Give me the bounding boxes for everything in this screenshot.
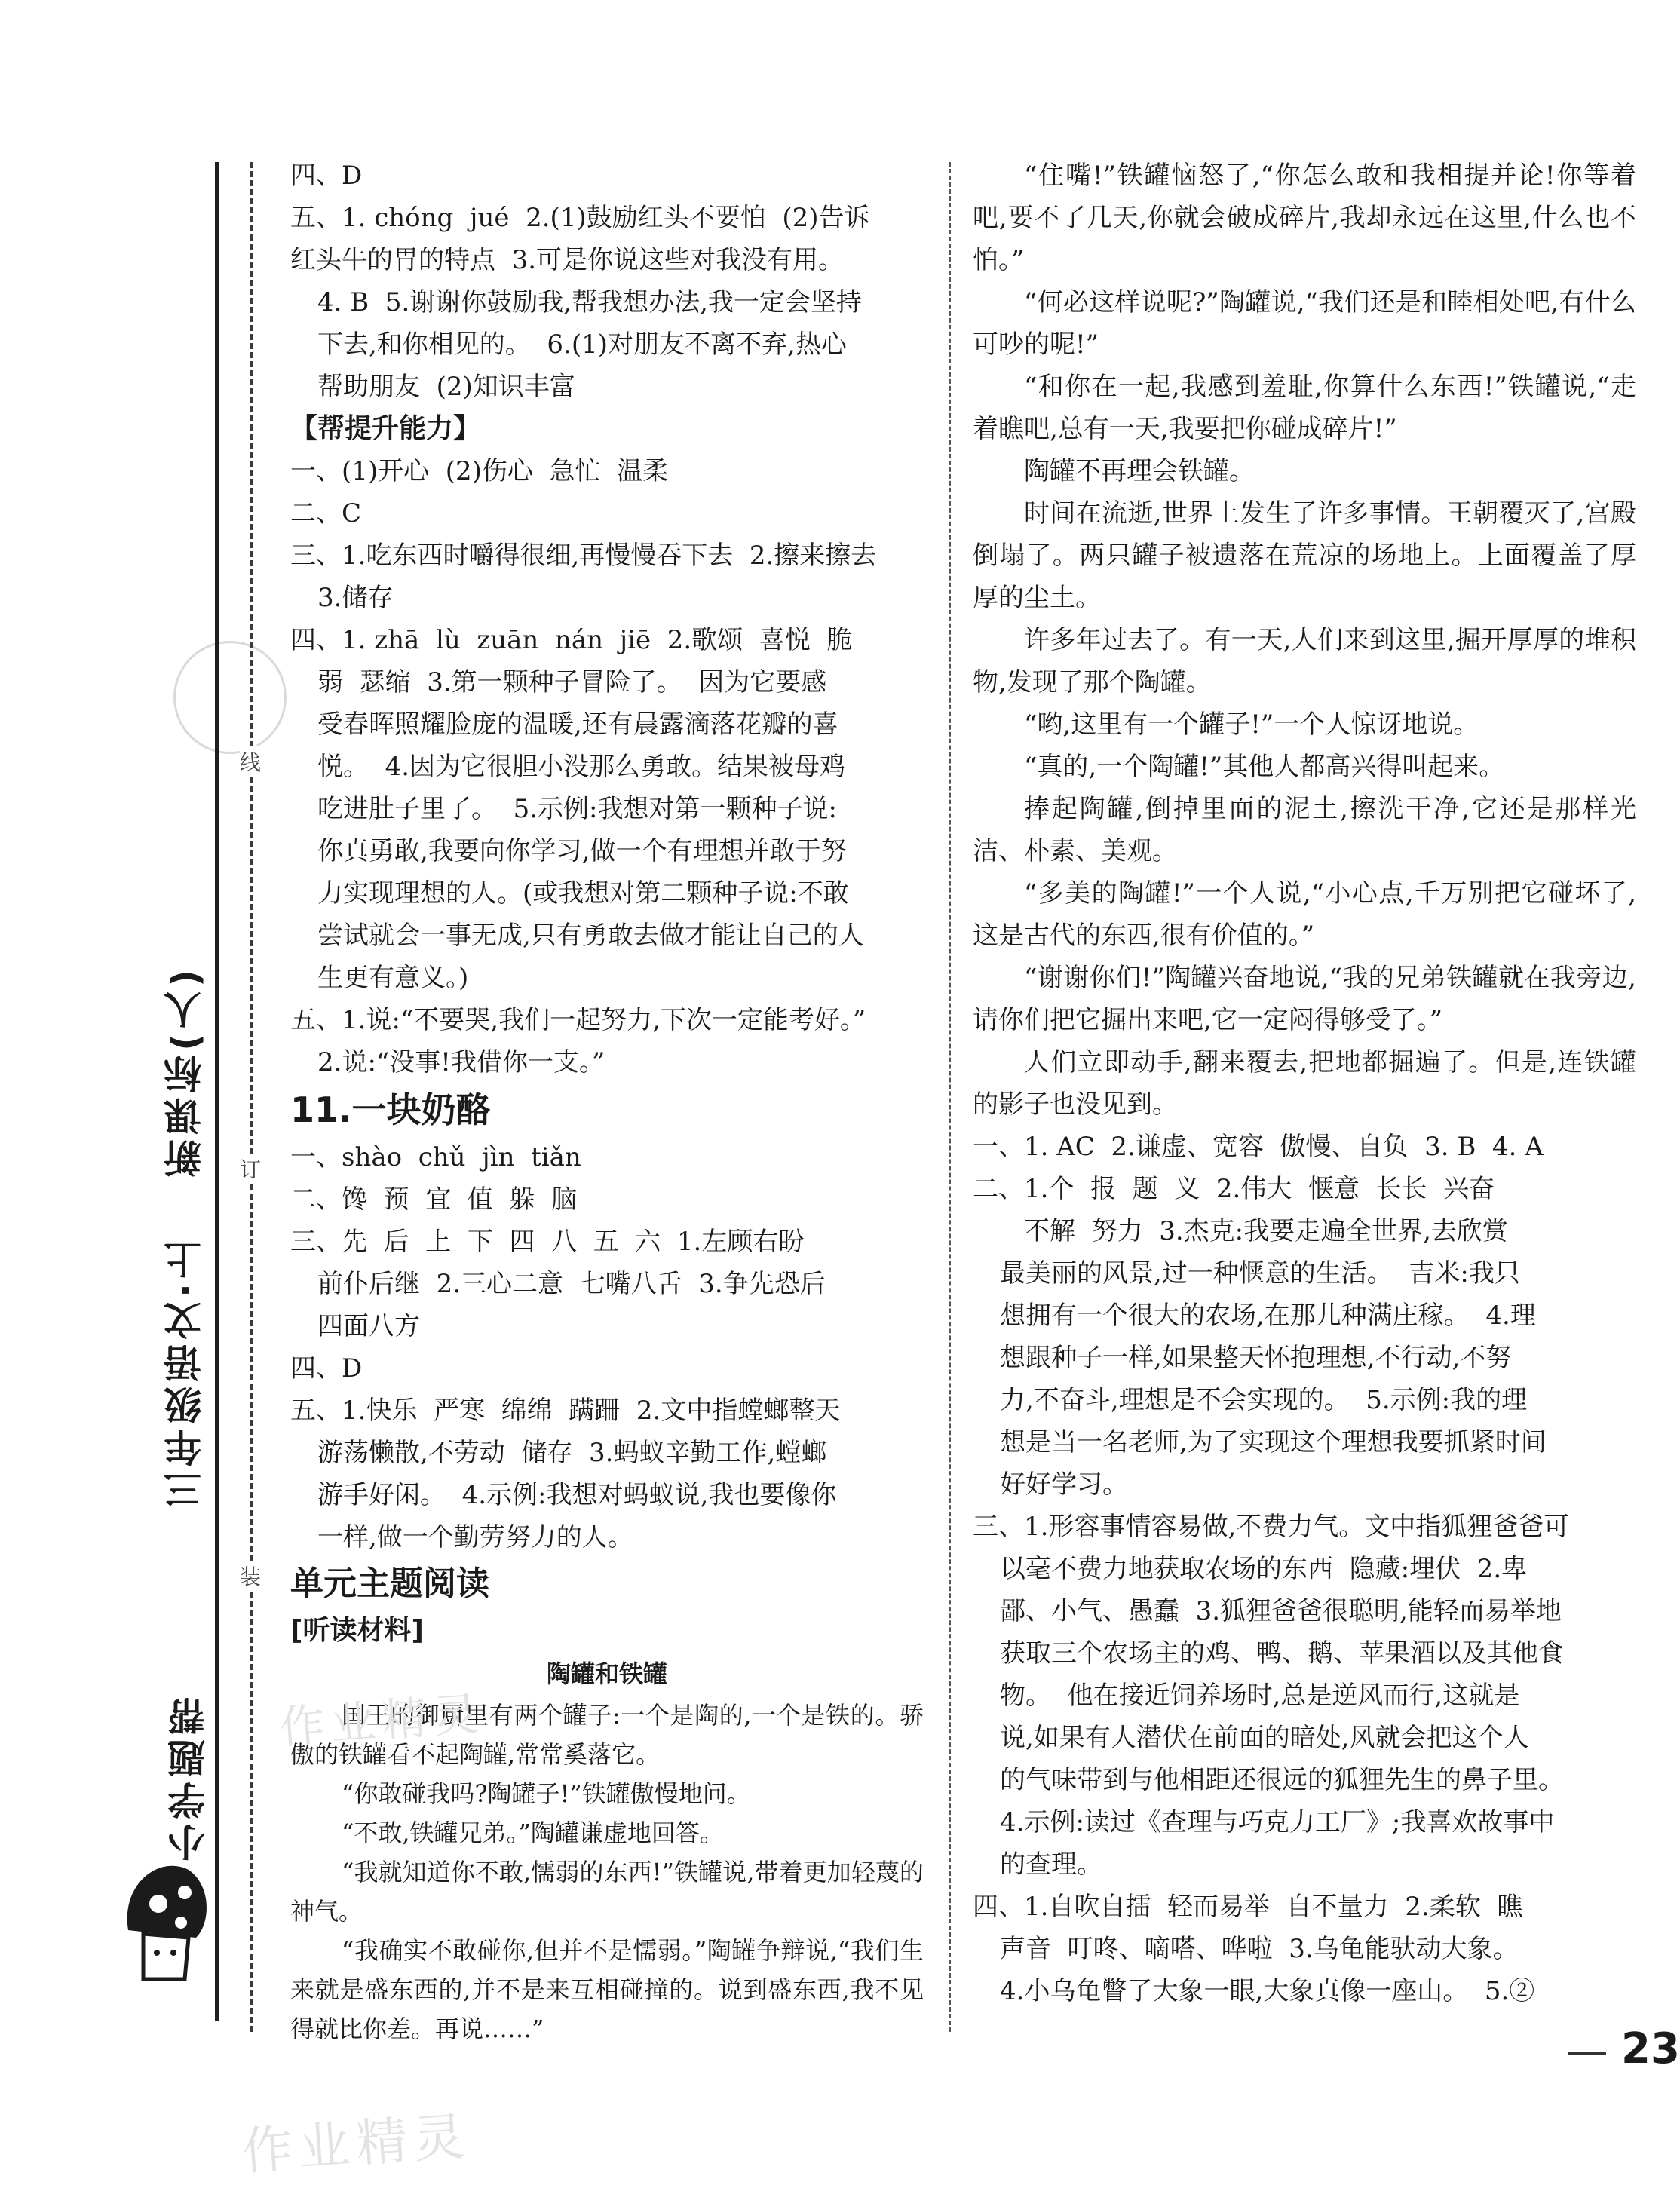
text-line: 说,如果有人潜伏在前面的暗处,风就会把这个人	[1000, 1723, 1529, 1753]
text-line: 四、D	[290, 1353, 363, 1384]
text-line: 你真勇敢,我要向你学习,做一个有理想并敢于努	[317, 836, 847, 866]
text-line: 四、D	[290, 161, 363, 191]
text-line: 最美丽的风景,过一种惬意的生活。 吉米:我只	[1000, 1258, 1520, 1289]
text-line: 2.说:“没事!我借你一支。”	[317, 1047, 605, 1077]
watermark: 作业精灵	[240, 2107, 473, 2183]
text-line: “真的,一个陶罐!”其他人都高兴得叫起来。	[1024, 752, 1505, 782]
text-line: 获取三个农场主的鸡、鸭、鹅、苹果酒以及其他食	[1000, 1638, 1564, 1669]
column-divider	[949, 162, 951, 2032]
text-line: 四、1. zhā lù zuān nán jiē 2.歌颂 喜悦 脆	[290, 625, 853, 655]
text-line: “住嘴!”铁罐恼怒了,“你怎么敢和我相提并论!你等着吧,要不了几天,你就会破成碎片,我却永远在这里,什么也不怕。”	[973, 161, 1636, 275]
text-line: 国王的御厨里有两个罐子:一个是陶的,一个是铁的。骄傲的铁罐看不起陶罐,常常奚落它。	[290, 1701, 924, 1769]
text-line: “多美的陶罐!”一个人说,“小心点,千万别把它碰坏了,这是古代的东西,很有价值的。”	[973, 878, 1636, 951]
text-line: “谢谢你们!”陶罐兴奋地说,“我的兄弟铁罐就在我旁边,请你们把它掘出来吧,它一定闷得够受了。”	[973, 963, 1636, 1035]
text-line: 受春晖照耀脸庞的温暖,还有晨露滴落花瓣的喜	[317, 709, 838, 740]
text-line: 一、shào chǔ jìn tiǎn	[290, 1142, 581, 1172]
text-line: 陶罐不再理会铁罐。	[1024, 456, 1255, 486]
text-line: 力实现理想的人。(或我想对第二颗种子说:不敢	[317, 878, 849, 909]
grade-subject-label: 三年级语文·上	[164, 1236, 207, 1509]
text-line: 单元主题阅读	[290, 1564, 489, 1603]
left-answer-column	[290, 155, 924, 2049]
text-line: 的查理。	[1000, 1849, 1102, 1880]
text-line: 声音 叮咚、嘀嗒、哗啦 3.乌龟能驮动大象。	[1000, 1934, 1519, 1964]
text-line: “不敢,铁罐兄弟。”陶罐谦虚地回答。	[342, 1819, 724, 1847]
brand-label: 小学题帮	[167, 1693, 211, 1862]
text-line: 的气味带到与他相距还很远的狐狸先生的鼻子里。	[1000, 1765, 1564, 1795]
page-number: 23	[1621, 2024, 1680, 2073]
cut-line	[250, 162, 253, 2032]
text-line: 三、先 后 上 下 四 八 五 六 1.左顾右盼	[290, 1227, 805, 1257]
text-line: 时间在流逝,世界上发生了许多事情。王朝覆灭了,宫殿倒塌了。两只罐子被遗落在荒凉的场地上。上面覆盖了厚厚的尘土。	[973, 498, 1636, 613]
text-line: 红头牛的胃的特点 3.可是你说这些对我没有用。	[290, 245, 845, 275]
text-line: 弱 瑟缩 3.第一颗种子冒险了。 因为它要感	[317, 667, 827, 697]
text-line: 一、1. AC 2.谦虚、宽容 傲慢、自负 3. B 4. A	[973, 1132, 1544, 1162]
text-line: 4.示例:读过《查理与巧克力工厂》;我喜欢故事中	[1000, 1807, 1555, 1837]
text-line: “我就知道你不敢,懦弱的东西!”铁罐说,带着更加轻蔑的神气。	[290, 1858, 924, 1926]
text-line: 陶罐和铁罐	[546, 1659, 667, 1688]
text-line: 尝试就会一事无成,只有勇敢去做才能让自己的人	[317, 921, 864, 951]
text-line: 下去,和你相见的。 6.(1)对朋友不离不弃,热心	[317, 329, 847, 360]
text-line: 想拥有一个很大的农场,在那儿种满庄稼。 4.理	[1000, 1301, 1536, 1331]
text-line: 五、1. chóng jué 2.(1)鼓励红头不要怕 (2)告诉	[290, 203, 870, 233]
cut-mark-xian: 线	[240, 746, 261, 777]
spine-rule	[215, 162, 219, 2021]
text-line: 吃进肚子里了。 5.示例:我想对第一颗种子说:	[317, 794, 837, 824]
cut-mark-ding: 订	[240, 1154, 261, 1184]
text-line: “哟,这里有一个罐子!”一个人惊讶地说。	[1024, 709, 1479, 740]
text-line: 悦。 4.因为它很胆小没那么勇敢。结果被母鸡	[317, 752, 846, 782]
text-line: 一样,做一个勤劳努力的人。	[317, 1522, 633, 1552]
text-line: 一、(1)开心 (2)伤心 急忙 温柔	[290, 456, 669, 486]
text-line: 生更有意义。)	[317, 963, 469, 993]
page-number-rule	[1568, 2052, 1606, 2055]
text-line: 11.一块奶酪	[290, 1089, 491, 1130]
text-line: 五、1.说:“不要哭,我们一起努力,下次一定能考好。”	[290, 1005, 866, 1035]
text-line: 四面八方	[317, 1311, 420, 1341]
text-line: 游荡懒散,不劳动 储存 3.蚂蚁辛勤工作,螳螂	[317, 1438, 827, 1468]
text-line: 4.小乌龟瞥了大象一眼,大象真像一座山。 5.②	[1000, 1976, 1535, 2006]
text-line: 游手好闲。 4.示例:我想对蚂蚁说,我也要像你	[317, 1480, 837, 1510]
watermark-inline: 作业精灵	[277, 1687, 486, 1755]
text-line: 三、1.形容事情容易做,不费力气。文中指狐狸爸爸可	[973, 1512, 1570, 1542]
text-line: 帮助朋友 (2)知识丰富	[317, 372, 575, 402]
mushroom-mascot-icon	[113, 1840, 219, 1990]
text-line: 三、1.吃东西时嚼得很细,再慢慢吞下去 2.擦来擦去	[290, 541, 877, 571]
text-line: “何必这样说呢?”陶罐说,“我们还是和睦相处吧,有什么可吵的呢!”	[973, 287, 1636, 360]
text-line: 3.储存	[317, 583, 394, 613]
text-line: 鄙、小气、愚蠢 3.狐狸爸爸很聪明,能轻而易举地	[1000, 1596, 1562, 1626]
text-line: 以毫不费力地获取农场的东西 隐藏:埋伏 2.卑	[1000, 1554, 1528, 1584]
text-line: 【帮提升能力】	[290, 413, 481, 444]
text-line: 二、1.个 报 题 义 2.伟大 惬意 长长 兴奋	[973, 1174, 1495, 1204]
text-line: “我确实不敢碰你,但并不是懦弱。”陶罐争辩说,“我们生来就是盛东西的,并不是来互相碰撞的。说到盛东西,我不见得就比你差。再说……”	[290, 1936, 924, 2043]
faded-stamp	[173, 641, 287, 754]
text-line: 物。 他在接近饲养场时,总是逆风而行,这就是	[1000, 1681, 1520, 1711]
text-line: 二、C	[290, 498, 362, 529]
text-line: “和你在一起,我感到羞耻,你算什么东西!”铁罐说,“走着瞧吧,总有一天,我要把你碰成碎片!”	[973, 372, 1636, 444]
text-line: 好好学习。	[1000, 1469, 1128, 1500]
right-answer-column	[973, 155, 1636, 2012]
text-line: 想是当一名老师,为了实现这个理想我要抓紧时间	[1000, 1427, 1547, 1457]
text-line: 四、1.自吹自擂 轻而易举 自不量力 2.柔软 瞧	[973, 1892, 1523, 1922]
text-line: [听读材料]	[290, 1615, 424, 1646]
text-line: 想跟种子一样,如果整天怀抱理想,不行动,不努	[1000, 1343, 1512, 1373]
curriculum-label: 新课标(人)	[164, 965, 207, 1178]
text-line: 五、1.快乐 严寒 绵绵 蹒跚 2.文中指螳螂整天	[290, 1396, 841, 1426]
text-line: 人们立即动手,翻来覆去,把地都掘遍了。但是,连铁罐的影子也没见到。	[973, 1047, 1636, 1120]
text-line: 许多年过去了。有一天,人们来到这里,掘开厚厚的堆积物,发现了那个陶罐。	[973, 625, 1636, 697]
text-line: 捧起陶罐,倒掉里面的泥土,擦洗干净,它还是那样光洁、朴素、美观。	[973, 794, 1636, 866]
cut-mark-zhuang: 装	[240, 1561, 261, 1591]
binding-spine	[0, 0, 271, 2191]
text-line: 前仆后继 2.三心二意 七嘴八舌 3.争先恐后	[317, 1269, 826, 1299]
text-line: 4. B 5.谢谢你鼓励我,帮我想办法,我一定会坚持	[317, 287, 862, 317]
text-line: 不解 努力 3.杰克:我要走遍全世界,去欣赏	[1024, 1216, 1508, 1246]
text-line: 力,不奋斗,理想是不会实现的。 5.示例:我的理	[1000, 1385, 1528, 1415]
text-line: 二、馋 预 宜 值 躲 脑	[290, 1184, 578, 1215]
text-line: “你敢碰我吗?陶罐子!”铁罐傲慢地问。	[342, 1779, 751, 1808]
